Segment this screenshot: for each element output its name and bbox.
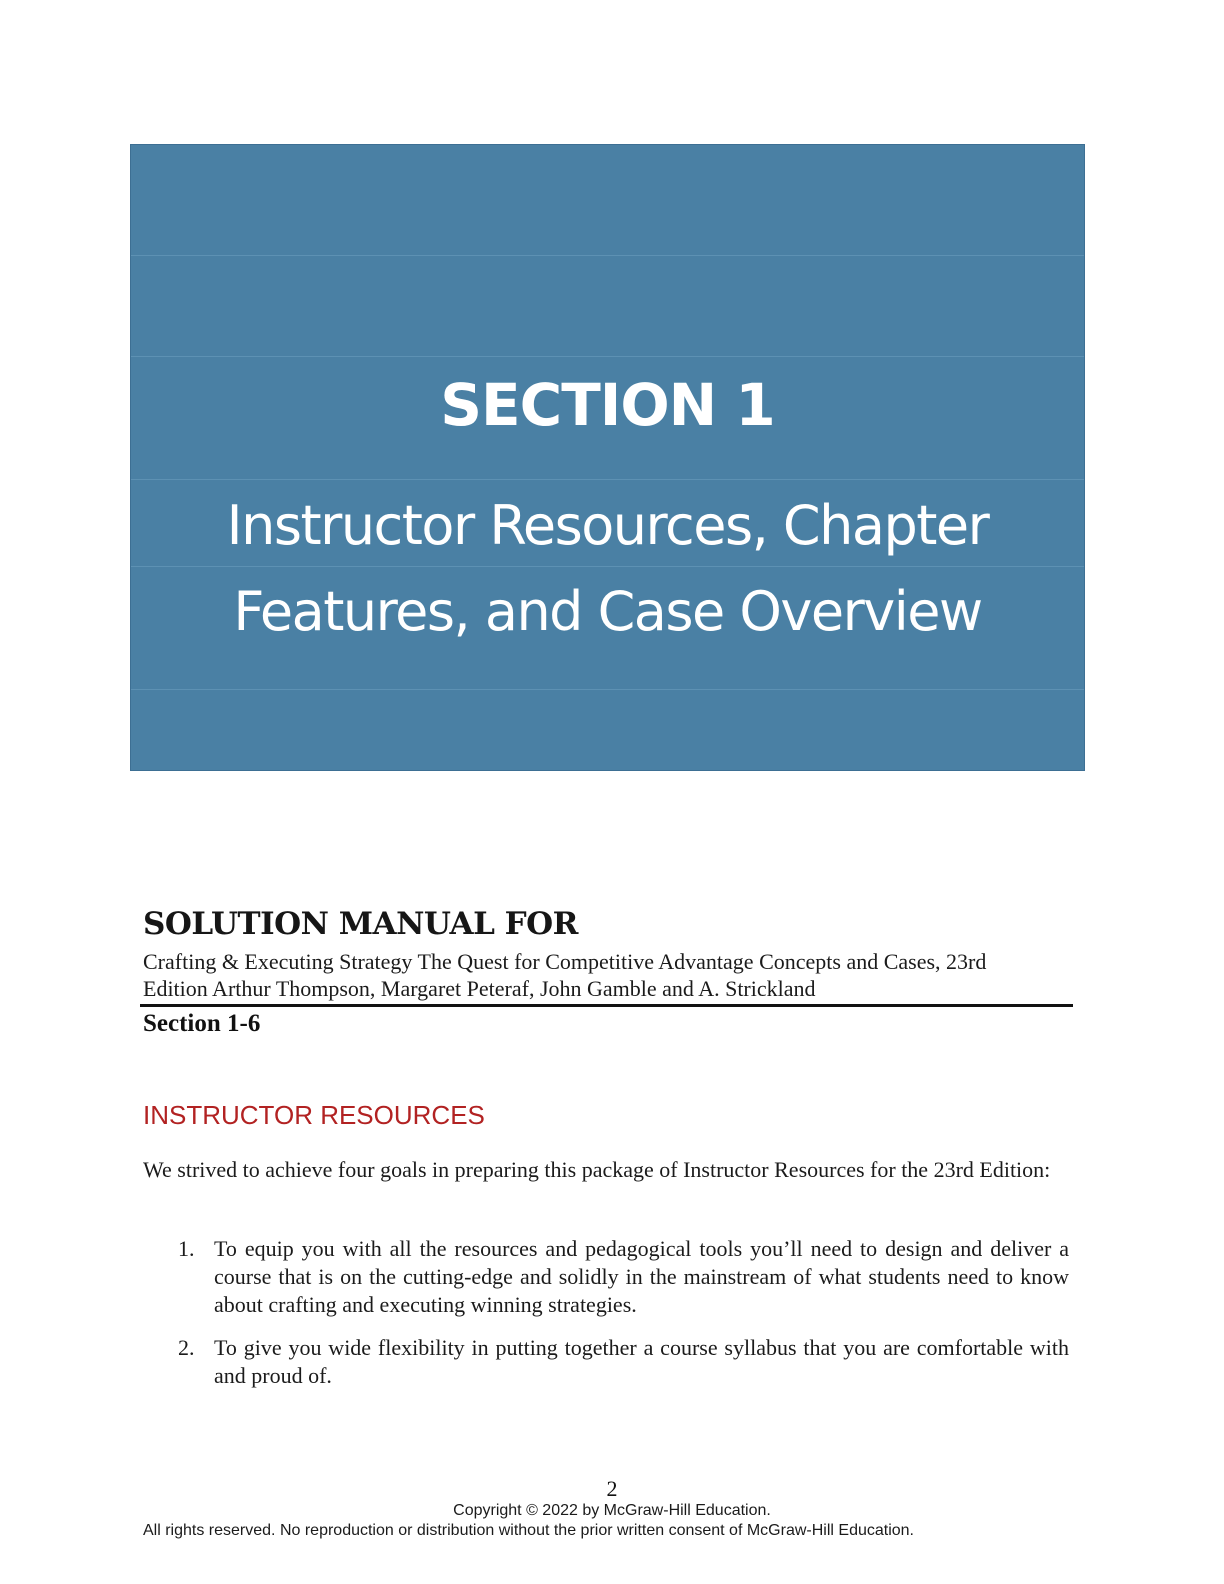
list-item-number: 2. (178, 1335, 195, 1360)
list-item (178, 1235, 1069, 1319)
header-divider (140, 1004, 1073, 1007)
book-info (143, 948, 1073, 1002)
section-number: SECTION 1 (440, 371, 775, 439)
instructor-resources-heading: INSTRUCTOR RESOURCES (143, 1100, 485, 1130)
page-number: 2 (606, 1476, 618, 1501)
section-title (131, 483, 1084, 655)
banner-divider (131, 356, 1084, 357)
banner-divider (131, 479, 1084, 480)
rights-notice: All rights reserved. No reproduction or distribution without the prior written consent of McGraw-Hill Education. (143, 1522, 914, 1539)
book-info-line-2: Edition Arthur Thompson, Margaret Peteraf, John Gamble and A. Strickland (143, 976, 816, 1001)
banner-divider (131, 689, 1084, 690)
list-item (178, 1334, 1069, 1390)
intro-paragraph: We strived to achieve four goals in preparing this package of Instructor Resources for the 23rd Edition: (143, 1157, 1051, 1182)
list-item-text: To equip you with all the resources and pedagogical tools you’ll need to design and deliver a course that is on the cutting-edge and solidly in the mainstream of what students need to know about crafting and executing winning strategies. (214, 1236, 1069, 1317)
list-item-number: 1. (178, 1236, 195, 1261)
solution-manual-heading: SOLUTION MANUAL FOR (143, 906, 578, 942)
book-info-line-1: Crafting & Executing Strategy The Quest for Competitive Advantage Concepts and Cases, 23rd (143, 949, 987, 974)
list-item-text: To give you wide flexibility in putting together a course syllabus that you are comfortable with and proud of. (214, 1335, 1069, 1388)
copyright-notice: Copyright © 2022 by McGraw-Hill Education. (453, 1502, 771, 1519)
banner-divider (131, 255, 1084, 256)
section-title-line-2: Features, and Case Overview (233, 580, 982, 643)
section-title-line-1: Instructor Resources, Chapter (226, 494, 989, 557)
section-banner (130, 144, 1085, 771)
section-range: Section 1-6 (143, 1010, 261, 1037)
